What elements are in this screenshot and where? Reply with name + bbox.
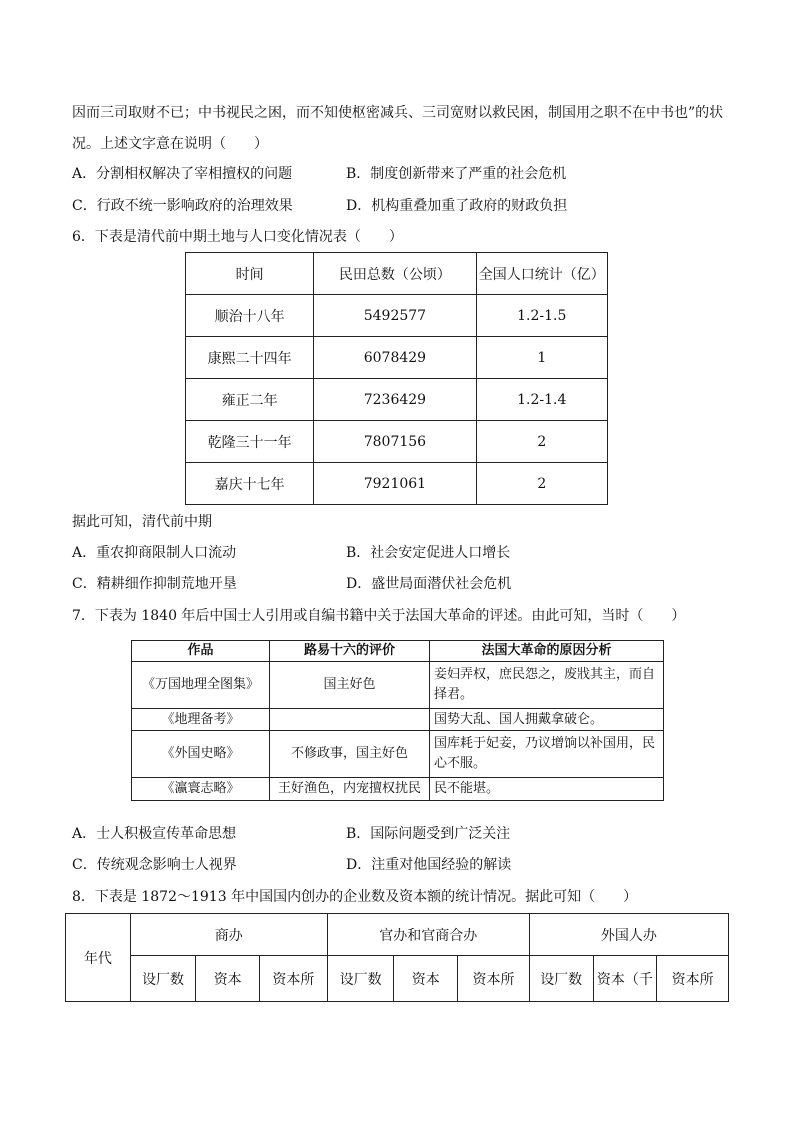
table-header-cell: 时间 — [186, 253, 314, 295]
table-row — [186, 463, 608, 505]
table-cell: 《瀛寰志略》 — [132, 778, 270, 801]
table-cell: 国势大乱、国人拥戴拿破仑。 — [430, 709, 664, 731]
table-cell: 《万国地理全图集》 — [132, 662, 270, 709]
table-cell: 国主好色 — [270, 662, 430, 709]
table-cell: 顺治十八年 — [186, 295, 314, 337]
table-row — [186, 337, 608, 379]
q8-stem: 8．下表是 1872～1913 年中国国内创办的企业数及资本额的统计情况。据此可知（ ） — [72, 889, 638, 905]
q7-table — [131, 640, 664, 801]
cell-text-line: 妾妇弄权，庶民怨之，废戕其主，而自 — [434, 667, 656, 682]
q7-option-c[interactable]: C．传统观念影响士人视界 — [72, 857, 237, 873]
q6-option-b[interactable]: B．社会安定促进人口增长 — [346, 545, 511, 561]
table-header-cell: 资本所 — [657, 956, 729, 1002]
table-cell: 雍正二年 — [186, 379, 314, 421]
table-cell: 5492577 — [314, 295, 476, 337]
table-cell: 7236429 — [314, 379, 476, 421]
table-header-cell: 设厂数 — [529, 956, 593, 1002]
table-row — [132, 662, 664, 709]
table-row — [186, 295, 608, 337]
table-subheader-row — [66, 956, 729, 1002]
q6-after-text: 据此可知，清代前中期 — [72, 514, 212, 530]
table-row — [132, 731, 664, 778]
table-header-cell: 资本所 — [458, 956, 530, 1002]
table-cell — [430, 662, 664, 709]
cell-text-line: 心不服。 — [434, 756, 487, 771]
q8-table — [65, 913, 729, 1002]
table-header-cell: 官办和官商合办 — [327, 914, 529, 956]
table-row — [186, 421, 608, 463]
table-header-cell: 资本 — [196, 956, 260, 1002]
table-header-cell: 法国大革命的原因分析 — [430, 641, 664, 662]
table-header-cell: 资本所 — [260, 956, 328, 1002]
table-header-cell: 资本 — [394, 956, 458, 1002]
table-cell: 嘉庆十七年 — [186, 463, 314, 505]
table-cell: 康熙二十四年 — [186, 337, 314, 379]
table-cell: 2 — [476, 421, 607, 463]
table-header-row — [132, 641, 664, 662]
table-cell: 不修政事，国主好色 — [270, 731, 430, 778]
table-header-cell: 全国人口统计（亿） — [476, 253, 607, 295]
table-header-cell: 资本（千 — [593, 956, 657, 1002]
table-header-cell: 设厂数 — [327, 956, 394, 1002]
cell-text-line: 择君。 — [434, 687, 474, 702]
table-cell: 6078429 — [314, 337, 476, 379]
table-header-row — [186, 253, 608, 295]
q7-option-a[interactable]: A．士人积极宣传革命思想 — [72, 826, 237, 842]
table-header-row — [66, 914, 729, 956]
q5-option-a[interactable]: A．分割相权解决了宰相擅权的问题 — [72, 166, 293, 182]
q5-option-b[interactable]: B．制度创新带来了严重的社会危机 — [346, 166, 567, 182]
q6-stem: 6．下表是清代前中期土地与人口变化情况表（ ） — [72, 229, 403, 245]
q5-option-d[interactable]: D．机构重叠加重了政府的财政负担 — [346, 198, 568, 214]
table-header-cell: 年代 — [66, 914, 131, 1002]
table-header-cell: 商办 — [130, 914, 327, 956]
table-cell: 民不能堪。 — [430, 778, 664, 801]
table-cell: 7807156 — [314, 421, 476, 463]
table-cell: 乾隆三十一年 — [186, 421, 314, 463]
table-cell: 《地理备考》 — [132, 709, 270, 731]
table-cell — [430, 731, 664, 778]
table-cell: 1.2-1.4 — [476, 379, 607, 421]
q5-text-line1: 因而三司取财不已；中书视民之困，而不知使枢密减兵、三司宽财以救民困，制国用之职不在中书也”的状 — [72, 105, 724, 121]
table-header-cell: 外国人办 — [529, 914, 728, 956]
q6-option-c[interactable]: C．精耕细作抑制荒地开垦 — [72, 576, 237, 592]
q5-option-c[interactable]: C．行政不统一影响政府的治理效果 — [72, 198, 293, 214]
table-cell: 1 — [476, 337, 607, 379]
table-cell: 王好渔色，内宠擅权扰民 — [270, 778, 430, 801]
table-cell: 《外国史略》 — [132, 731, 270, 778]
table-row — [186, 379, 608, 421]
table-header-cell: 路易十六的评价 — [270, 641, 430, 662]
table-cell: 2 — [476, 463, 607, 505]
table-header-cell: 设厂数 — [130, 956, 196, 1002]
table-row — [132, 778, 664, 801]
q6-option-d[interactable]: D．盛世局面潜伏社会危机 — [346, 576, 512, 592]
table-header-cell: 作品 — [132, 641, 270, 662]
q6-option-a[interactable]: A．重农抑商限制人口流动 — [72, 545, 237, 561]
q6-table — [185, 252, 608, 505]
table-cell — [270, 709, 430, 731]
table-header-cell: 民田总数（公顷） — [314, 253, 476, 295]
cell-text-line: 国库耗于妃妾，乃议增饷以补国用，民 — [434, 736, 656, 751]
q7-option-d[interactable]: D．注重对他国经验的解读 — [346, 857, 512, 873]
table-cell: 7921061 — [314, 463, 476, 505]
table-cell: 1.2-1.5 — [476, 295, 607, 337]
q7-stem: 7．下表为 1840 年后中国士人引用或自编书籍中关于法国大革命的评述。由此可知，当时（ ） — [72, 608, 686, 624]
q5-text-line2: 况。上述文字意在说明（ ） — [72, 136, 268, 152]
table-row — [132, 709, 664, 731]
q7-option-b[interactable]: B．国际问题受到广泛关注 — [346, 826, 511, 842]
